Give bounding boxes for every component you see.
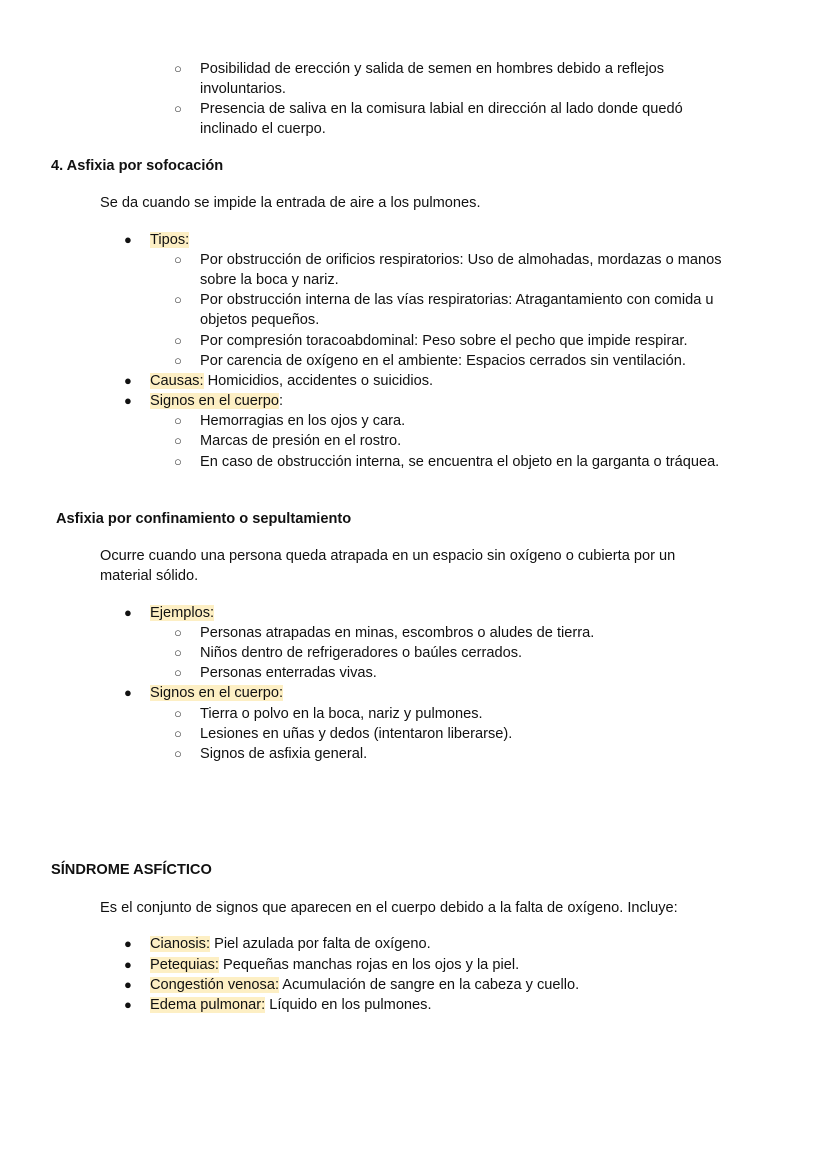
section-intro: Ocurre cuando una persona queda atrapada en un espacio sin oxígeno o cubierta por un material sólido. xyxy=(100,548,676,585)
circle-bullet-icon: ○ xyxy=(174,706,182,721)
list-item xyxy=(174,250,734,290)
circle-bullet-icon: ○ xyxy=(174,645,182,660)
circle-bullet-icon: ○ xyxy=(174,413,182,428)
list-item-text: Signos de asfixia general. xyxy=(200,746,368,762)
circle-bullet-icon: ○ xyxy=(174,333,182,348)
list-item xyxy=(174,744,734,764)
list-item xyxy=(174,331,734,351)
list-item-text: Piel azulada por falta de oxígeno. xyxy=(210,936,431,952)
circle-bullet-icon: ○ xyxy=(174,625,182,640)
list-item-text: Hemorragias en los ojos y cara. xyxy=(200,413,406,429)
list-item xyxy=(174,663,734,683)
circle-bullet-icon: ○ xyxy=(174,433,182,448)
list-item xyxy=(124,975,744,995)
list-item-text: Marcas de presión en el rostro. xyxy=(200,433,402,449)
highlighted-label: Ejemplos: xyxy=(150,605,215,621)
list-item xyxy=(174,351,734,371)
list-item-text: Posibilidad de erección y salida de semen en hombres debido a reflejos involuntarios. xyxy=(200,61,665,98)
list-item-text: Presencia de saliva en la comisura labial en dirección al lado donde quedó inclinado el cuerpo. xyxy=(200,101,683,138)
list-item-text: Por compresión toracoabdominal: Peso sobre el pecho que impide respirar. xyxy=(200,333,688,349)
list-item-text: Homicidios, accidentes o suicidios. xyxy=(203,373,434,389)
list-item xyxy=(174,290,734,330)
highlighted-label: Petequias: xyxy=(150,957,219,973)
list-item-text: Acumulación de sangre en la cabeza y cuello. xyxy=(279,977,580,993)
list-item xyxy=(174,99,734,139)
section-heading: SÍNDROME ASFÍCTICO xyxy=(51,862,212,878)
highlighted-label: Congestión venosa: xyxy=(150,977,279,993)
list-item xyxy=(124,934,744,954)
list-item xyxy=(124,683,744,703)
list-item xyxy=(174,431,734,451)
list-item-text: Pequeñas manchas rojas en los ojos y la piel. xyxy=(218,957,520,973)
list-item xyxy=(124,371,744,391)
section-intro: Se da cuando se impide la entrada de aire a los pulmones. xyxy=(100,195,481,211)
list-item xyxy=(124,391,744,411)
list-item-text: Tierra o polvo en la boca, nariz y pulmones. xyxy=(200,706,483,722)
list-item-text: Niños dentro de refrigeradores o baúles cerrados. xyxy=(200,645,523,661)
bullet-icon: ● xyxy=(124,997,132,1012)
circle-bullet-icon: ○ xyxy=(174,353,182,368)
list-item xyxy=(174,59,734,99)
bullet-icon: ● xyxy=(124,685,132,700)
circle-bullet-icon: ○ xyxy=(174,101,182,116)
bullet-icon: ● xyxy=(124,605,132,620)
highlighted-label: Cianosis: xyxy=(150,936,211,952)
list-item xyxy=(174,411,734,431)
label-colon: : xyxy=(279,393,284,409)
circle-bullet-icon: ○ xyxy=(174,454,182,469)
section-intro: Es el conjunto de signos que aparecen en el cuerpo debido a la falta de oxígeno. Incluye: xyxy=(100,900,678,916)
list-item xyxy=(174,643,734,663)
section-heading: 4. Asfixia por sofocación xyxy=(51,158,224,174)
bullet-icon: ● xyxy=(124,957,132,972)
section-heading: Asfixia por confinamiento o sepultamiento xyxy=(56,511,352,527)
list-item-text: Líquido en los pulmones. xyxy=(265,997,432,1013)
bullet-icon: ● xyxy=(124,936,132,951)
list-item-text: Por carencia de oxígeno en el ambiente: Espacios cerrados sin ventilación. xyxy=(200,353,686,369)
list-item xyxy=(174,623,734,643)
circle-bullet-icon: ○ xyxy=(174,61,182,76)
highlighted-label: Tipos: xyxy=(150,232,190,248)
bullet-icon: ● xyxy=(124,977,132,992)
list-item xyxy=(124,230,744,250)
bullet-icon: ● xyxy=(124,232,132,247)
list-item-text: Personas atrapadas en minas, escombros o aludes de tierra. xyxy=(200,625,595,641)
list-item-text: Personas enterradas vivas. xyxy=(200,665,377,681)
circle-bullet-icon: ○ xyxy=(174,746,182,761)
circle-bullet-icon: ○ xyxy=(174,726,182,741)
list-item-text: Lesiones en uñas y dedos (intentaron liberarse). xyxy=(200,726,513,742)
list-item xyxy=(174,452,734,472)
circle-bullet-icon: ○ xyxy=(174,292,182,307)
highlighted-label: Edema pulmonar: xyxy=(150,997,266,1013)
list-item xyxy=(124,995,744,1015)
list-item xyxy=(124,955,744,975)
list-item xyxy=(124,603,744,623)
circle-bullet-icon: ○ xyxy=(174,252,182,267)
list-item xyxy=(174,704,734,724)
highlighted-label: Causas: xyxy=(150,373,204,389)
circle-bullet-icon: ○ xyxy=(174,665,182,680)
list-item xyxy=(174,724,734,744)
bullet-icon: ● xyxy=(124,393,132,408)
list-item-text: Por obstrucción de orificios respiratorios: Uso de almohadas, mordazas o manos sobre la boca y nariz. xyxy=(200,252,722,289)
highlighted-label: Signos en el cuerpo: xyxy=(150,685,284,701)
list-item-text: Por obstrucción interna de las vías respiratorias: Atragantamiento con comida u objetos pequeños. xyxy=(200,292,714,329)
list-item-text: En caso de obstrucción interna, se encuentra el objeto en la garganta o tráquea. xyxy=(200,454,720,470)
bullet-icon: ● xyxy=(124,373,132,388)
highlighted-label: Signos en el cuerpo xyxy=(150,393,279,409)
